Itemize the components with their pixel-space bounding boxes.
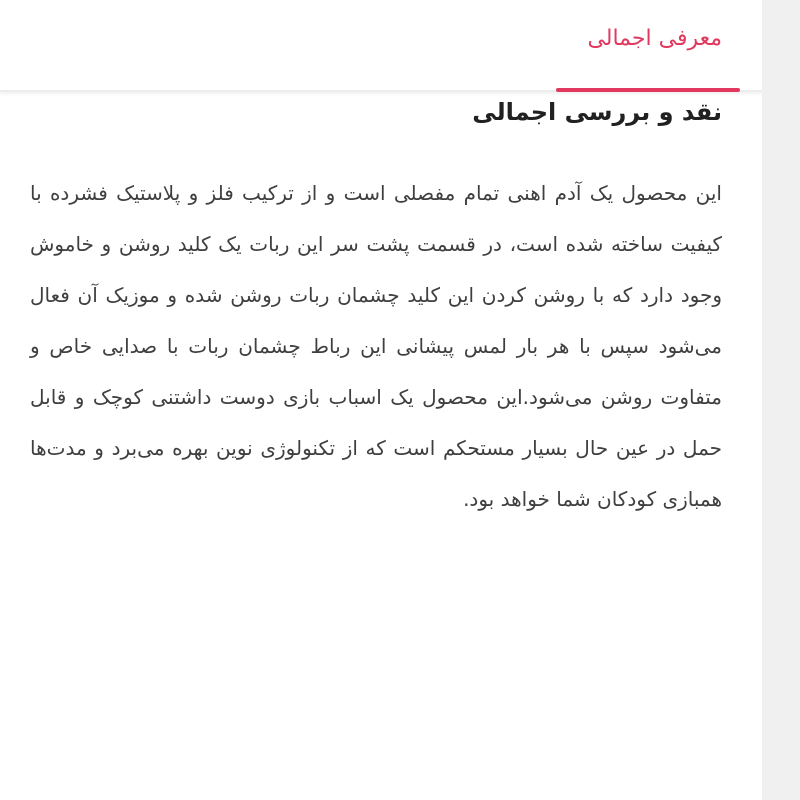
tab-bar bbox=[0, 0, 762, 92]
review-title: نقد و بررسی اجمالی bbox=[472, 98, 722, 126]
review-section bbox=[30, 92, 722, 525]
scrollbar-track[interactable] bbox=[762, 0, 800, 800]
tab-overview[interactable] bbox=[556, 0, 740, 90]
tab-overview-label: معرفی اجمالی bbox=[587, 26, 722, 51]
review-body: این محصول یک آدم اهنی تمام مفصلی است و از ترکیب فلز و پلاستیک فشرده با کیفیت ساخته شده است، در قسمت پشت سر این ربات یک کلید روشن و خاموش وجود دارد که با روشن کردن این کلید چشمان ربات روشن شده و موزیک آن فعال می‌شود سپس با هر بار لمس پیشانی این رباط چشمان ربات با صدایی خاص و متفاوت روشن می‌شود.این محصول یک اسباب بازی دوست داشتنی کوچک و قابل حمل در عین حال بسیار مستحکم است که از تکنولوژی نوین بهره می‌برد و مدت‌ها همبازی کودکان شما خواهد بود. bbox=[30, 181, 722, 511]
